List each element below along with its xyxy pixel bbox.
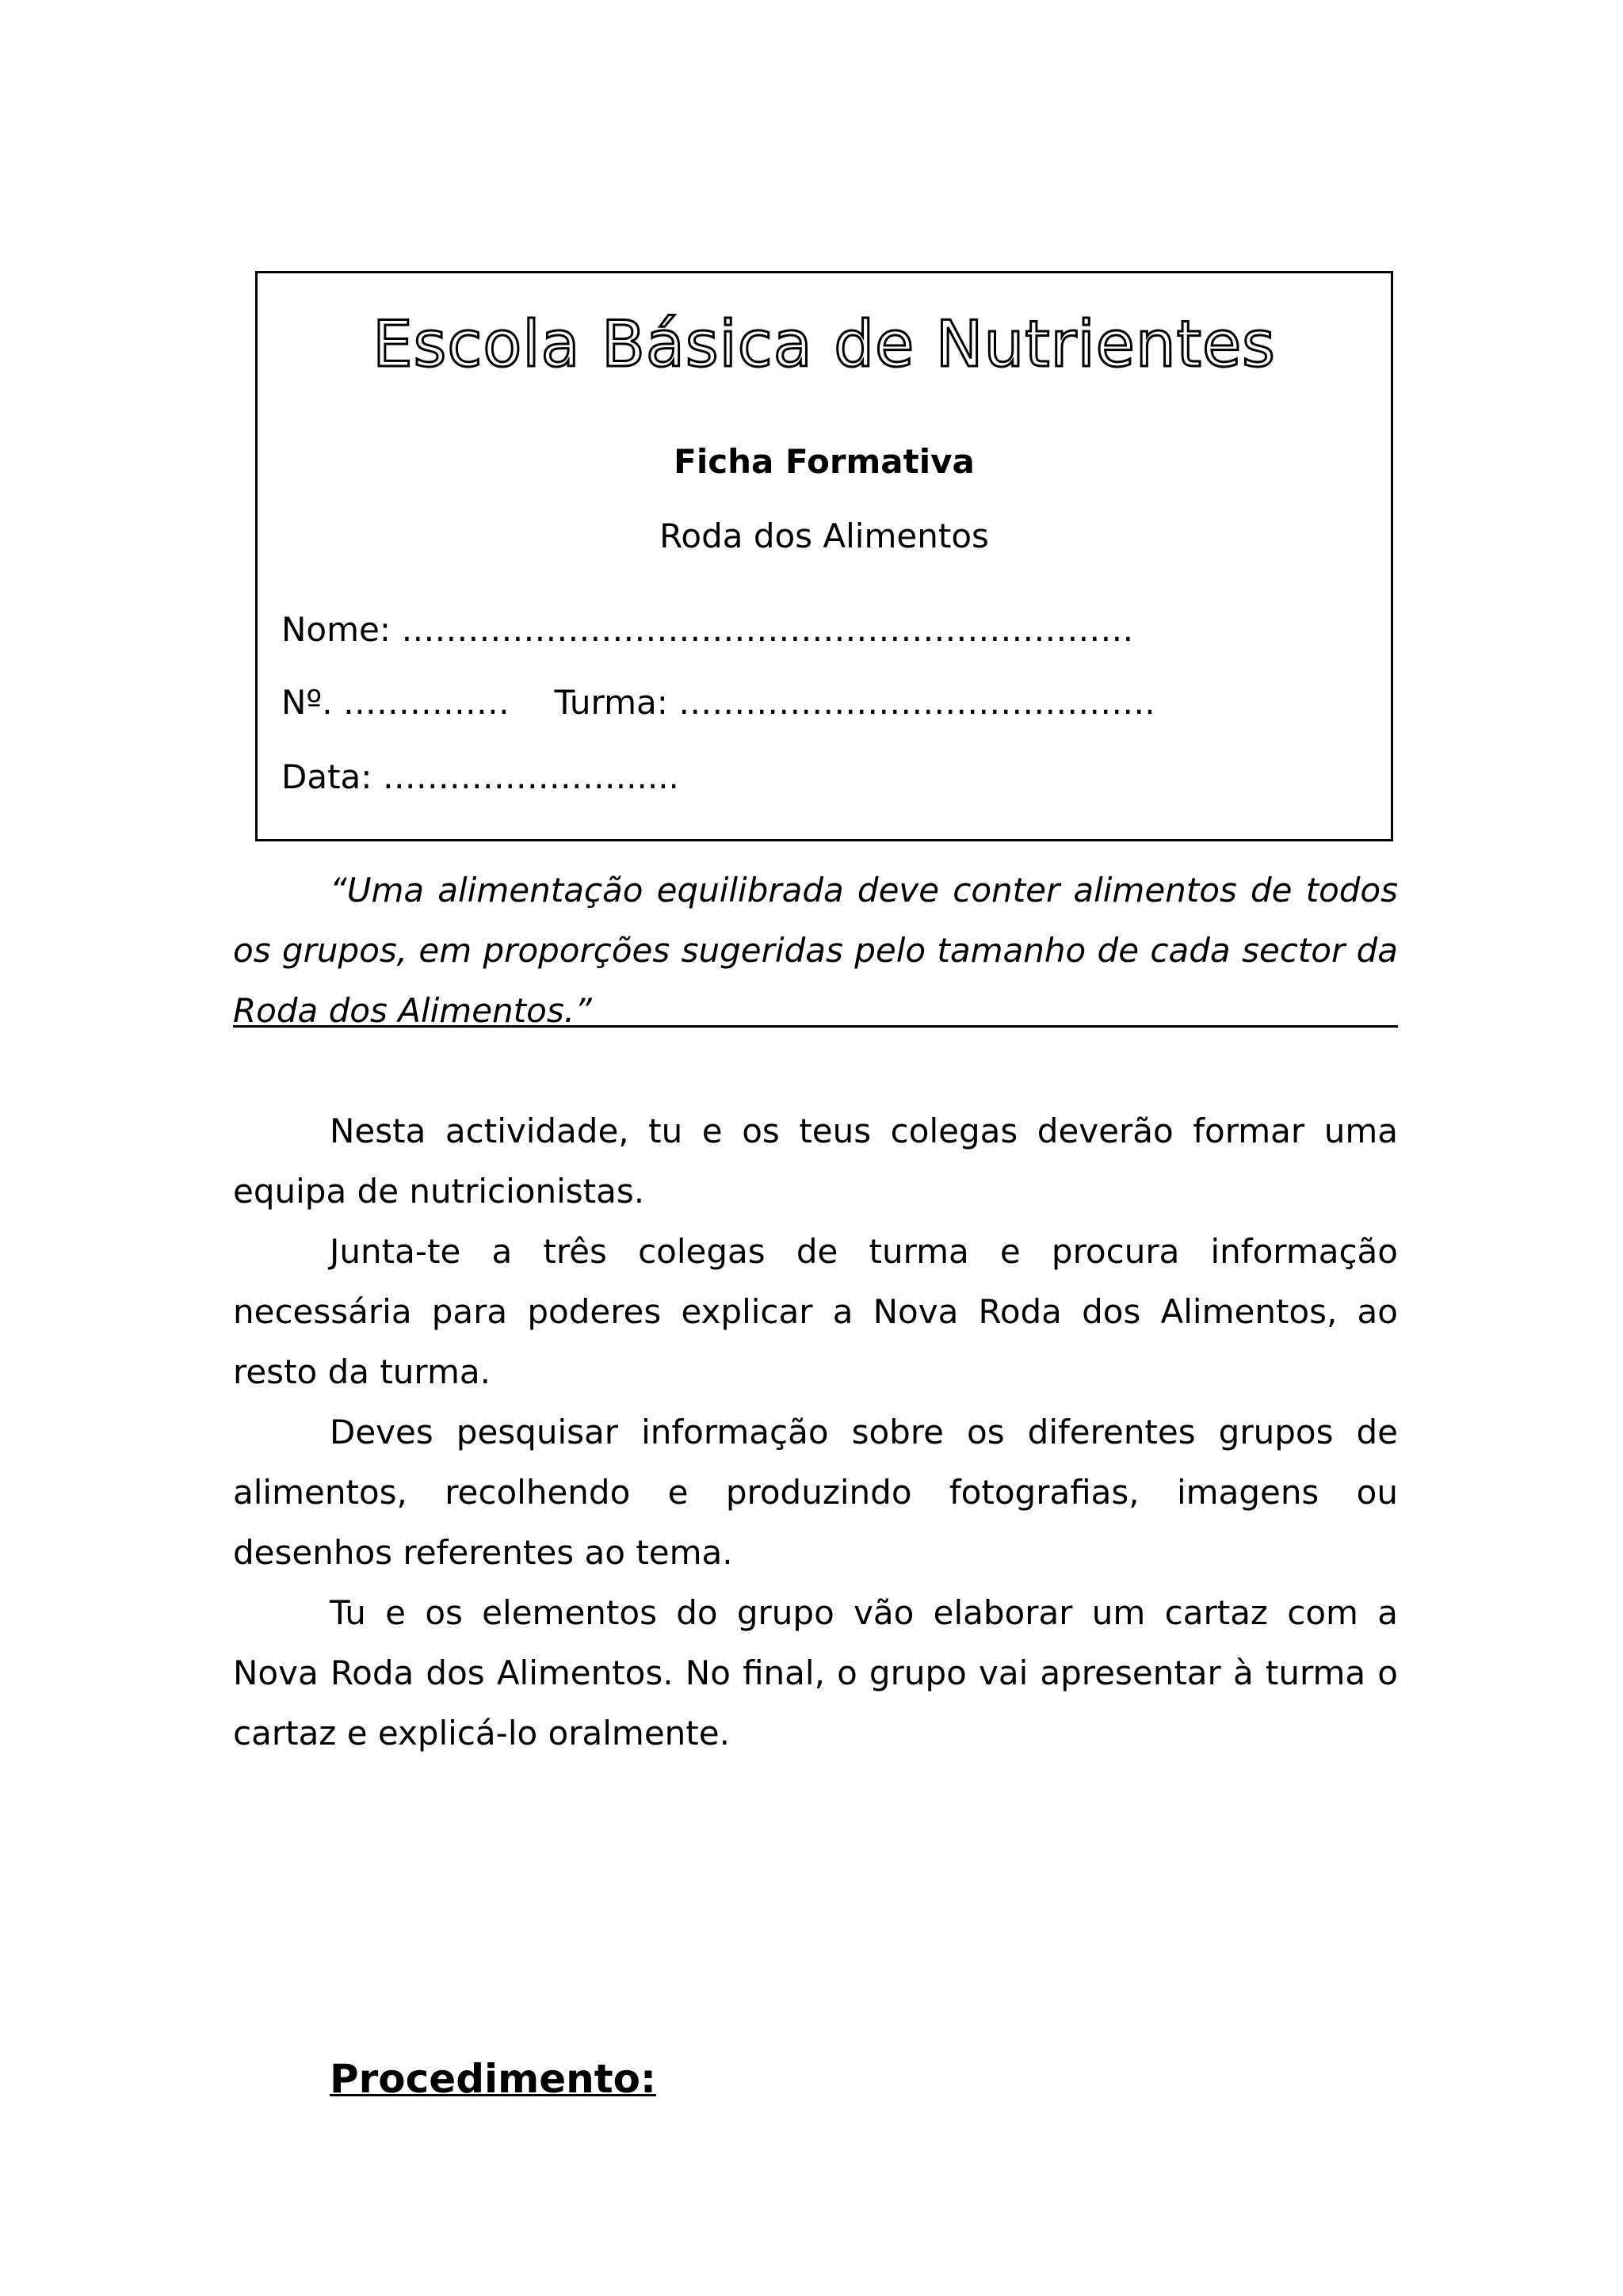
sheet-subject: Roda dos Alimentos <box>659 517 989 555</box>
name-label: Nome: <box>281 610 391 649</box>
date-blank: …………………...... <box>382 757 679 796</box>
paragraph: Deves pesquisar informação sobre os diferentes grupos de alimentos, recolhendo e produzindo fotografias, imagens ou desenhos referentes ao tema. <box>233 1413 1398 1572</box>
paragraph: Tu e os elementos do grupo vão elaborar um cartaz com a Nova Roda dos Alimentos. No final, o grupo vai apresentar à turma o cartaz e explicá-lo oralmente. <box>233 1593 1398 1753</box>
header-box <box>255 271 1393 841</box>
class-label: Turma: <box>554 683 668 722</box>
class-blank: ……………………………………. <box>678 683 1155 722</box>
instructions <box>233 1101 1398 1764</box>
paragraph: Junta-te a três colegas de turma e procura informação necessária para poderes explicar a Nova Roda dos Alimentos, ao resto da turma. <box>233 1232 1398 1391</box>
section-title: Procedimento: <box>330 2056 656 2102</box>
number-label: Nº. <box>281 683 333 722</box>
sheet-type: Ficha Formativa <box>674 442 975 481</box>
quote: “Uma alimentação equilibrada deve conter alimentos de todos os grupos, em proporções sugeridas pelo tamanho de cada sector da Roda dos Alimentos.” <box>233 871 1398 1030</box>
date-field <box>281 755 679 799</box>
school-name: Escola Básica de Nutrientes <box>372 307 1276 381</box>
number-blank: …………… <box>342 683 510 722</box>
paragraph: Nesta actividade, tu e os teus colegas deverão formar uma equipa de nutricionistas. <box>233 1112 1398 1211</box>
name-blank: ………………………………………………………… <box>401 610 1134 649</box>
name-field <box>281 608 1133 652</box>
date-label: Data: <box>281 757 372 796</box>
number-class-field <box>281 681 1155 725</box>
quote-divider <box>233 1025 1398 1028</box>
